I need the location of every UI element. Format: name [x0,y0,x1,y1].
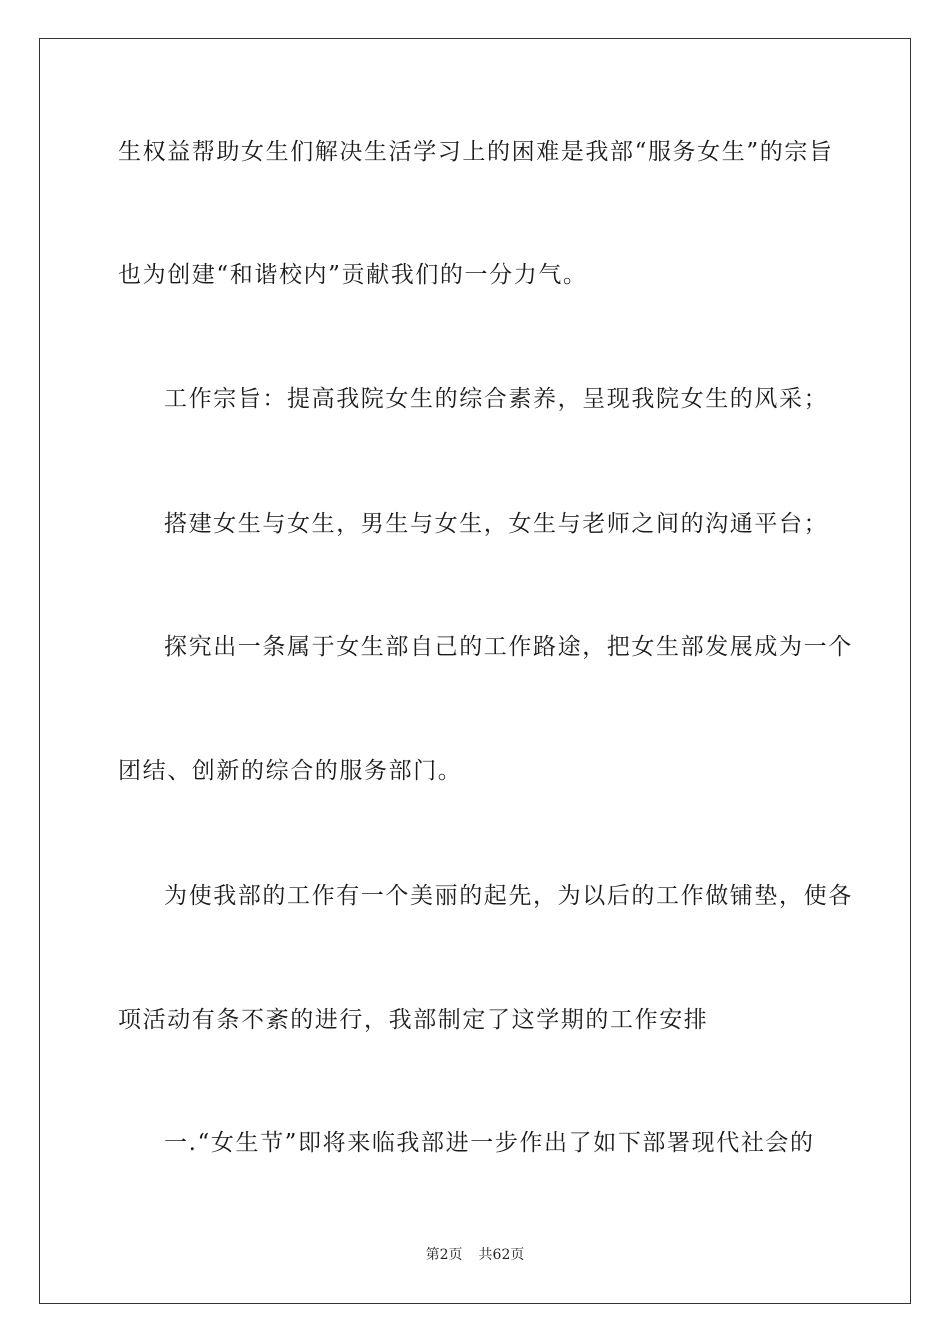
text-line-9: 一.“女生节”即将来临我部进一步作出了如下部署现代社会的 [164,1130,815,1156]
page-footer [0,1246,950,1264]
text-line-5: 探究出一条属于女生部自己的工作路途，把女生部发展成为一个 [164,634,853,660]
text-line-7: 为使我部的工作有一个美丽的起先，为以后的工作做铺垫，使各 [164,883,853,909]
text-line-4: 搭建女生与女生，男生与女生，女生与老师之间的沟通平台； [164,511,829,537]
page-border [39,38,911,1304]
total-pages: 共62页 [478,1247,525,1263]
text-line-6: 团结、创新的综合的服务部门。 [118,758,463,784]
text-line-2: 也为创建“和谐校内”贡献我们的一分力气。 [118,262,588,288]
text-line-8: 项活动有条不紊的进行，我部制定了这学期的工作安排 [118,1007,709,1033]
page-number: 第2页 [425,1247,463,1263]
text-line-1: 生权益帮助女生们解决生活学习上的困难是我部“服务女生”的宗旨 [118,139,834,165]
text-line-3: 工作宗旨：提高我院女生的综合素养，呈现我院女生的风采； [164,386,829,412]
